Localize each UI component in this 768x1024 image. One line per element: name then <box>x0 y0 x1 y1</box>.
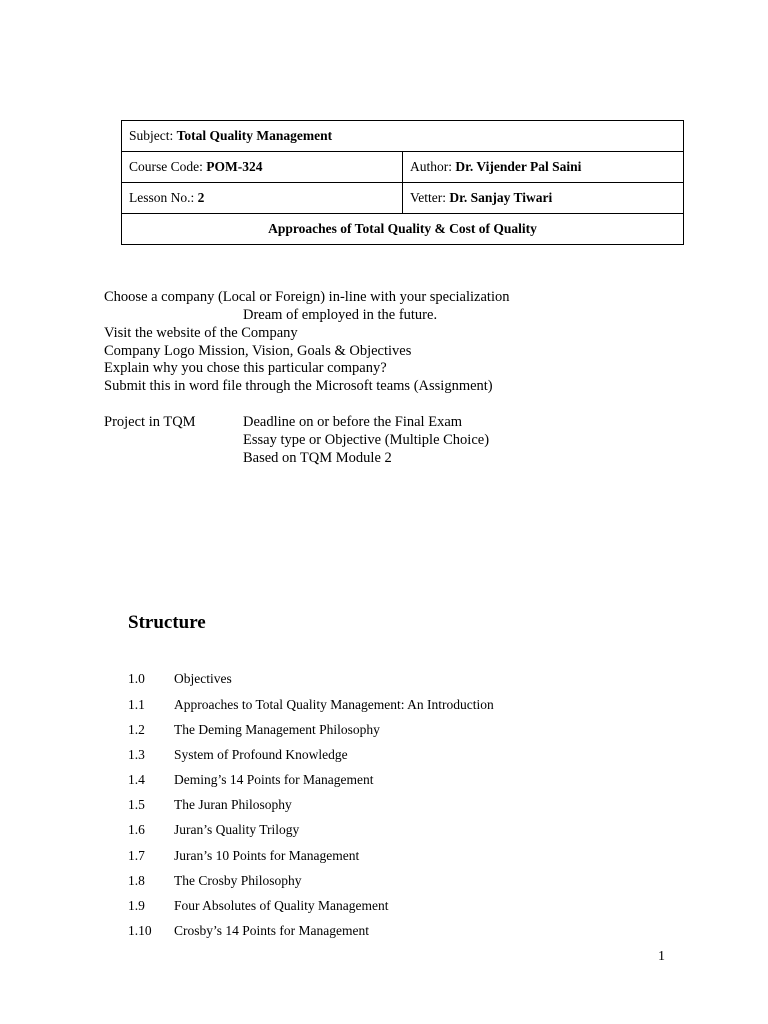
project-line-3: Based on TQM Module 2 <box>243 450 392 466</box>
subject-label: Subject: <box>129 128 174 143</box>
item-title: Deming’s 14 Points for Management <box>174 772 374 787</box>
item-title: Juran’s 10 Points for Management <box>174 848 360 863</box>
item-number: 1.4 <box>128 772 145 787</box>
subject-cell <box>122 121 684 152</box>
project-line-2: Essay type or Objective (Multiple Choice) <box>243 432 490 448</box>
author-value: Dr. Vijender Pal Saini <box>455 159 582 174</box>
instruction-line-3: Visit the website of the Company <box>104 325 298 341</box>
item-title: Approaches to Total Quality Management: An Introduction <box>174 697 494 712</box>
item-number: 1.8 <box>128 873 145 888</box>
instruction-line-5: Explain why you chose this particular company? <box>104 360 387 376</box>
lesson-label: Lesson No.: <box>129 190 195 205</box>
lesson-cell <box>122 183 403 214</box>
lesson-value: 2 <box>197 190 205 205</box>
lesson-header-table <box>121 120 684 245</box>
item-title: System of Profound Knowledge <box>174 747 348 762</box>
instruction-line-1: Choose a company (Local or Foreign) in-line with your specialization <box>104 289 510 305</box>
vetter-label: Vetter: <box>410 190 446 205</box>
item-title: The Crosby Philosophy <box>174 873 302 888</box>
vetter-cell <box>403 183 684 214</box>
item-title: Juran’s Quality Trilogy <box>174 822 300 837</box>
project-line-1: Deadline on or before the Final Exam <box>243 414 463 430</box>
item-number: 1.2 <box>128 722 145 737</box>
instruction-line-4: Company Logo Mission, Vision, Goals & Objectives <box>104 343 412 359</box>
item-number: 1.6 <box>128 822 145 837</box>
author-cell <box>403 152 684 183</box>
item-title: Objectives <box>174 671 232 686</box>
item-number: 1.7 <box>128 848 145 863</box>
item-number: 1.3 <box>128 747 145 762</box>
course-code-cell <box>122 152 403 183</box>
project-label: Project in TQM <box>104 414 196 430</box>
item-number: 1.9 <box>128 898 145 913</box>
course-code-value: POM-324 <box>206 159 263 174</box>
course-code-label: Course Code: <box>129 159 203 174</box>
item-title: The Juran Philosophy <box>174 797 292 812</box>
item-number: 1.1 <box>128 697 145 712</box>
lesson-title: Approaches of Total Quality & Cost of Quality <box>122 214 684 245</box>
structure-heading: Structure <box>128 612 206 633</box>
author-label: Author: <box>410 159 452 174</box>
vetter-value: Dr. Sanjay Tiwari <box>449 190 553 205</box>
item-title: Crosby’s 14 Points for Management <box>174 923 369 938</box>
item-title: The Deming Management Philosophy <box>174 722 380 737</box>
item-number: 1.0 <box>128 671 145 686</box>
page-number: 1 <box>658 949 665 964</box>
item-title: Four Absolutes of Quality Management <box>174 898 389 913</box>
item-number: 1.10 <box>128 923 152 938</box>
subject-value: Total Quality Management <box>176 128 333 143</box>
item-number: 1.5 <box>128 797 145 812</box>
instruction-line-2: Dream of employed in the future. <box>243 307 438 323</box>
instruction-line-6: Submit this in word file through the Microsoft teams (Assignment) <box>104 378 493 394</box>
